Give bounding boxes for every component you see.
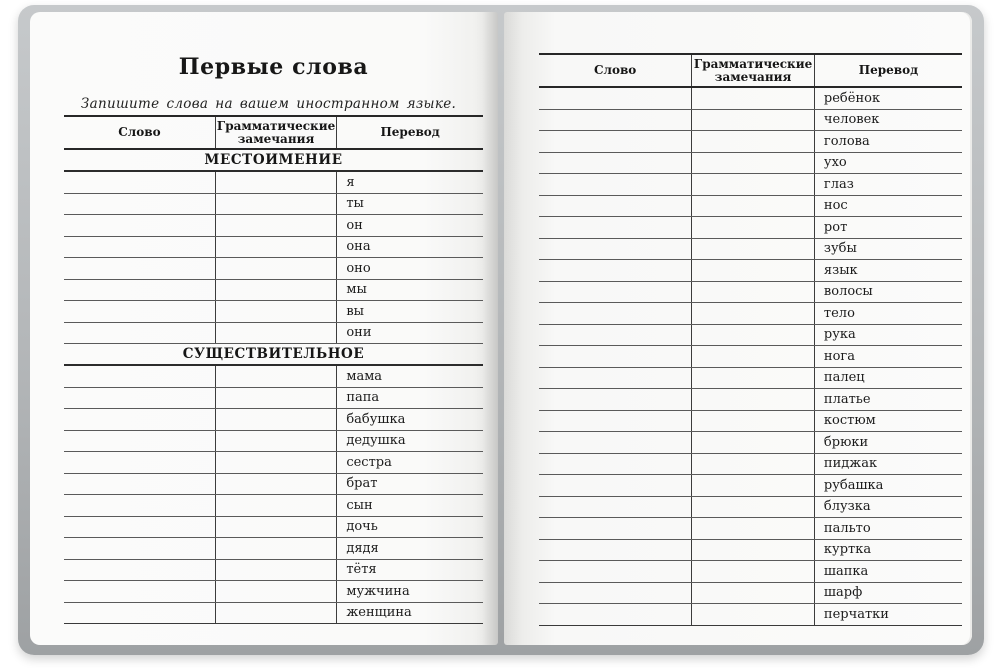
table-row xyxy=(64,323,483,345)
translation-cell: голова xyxy=(814,131,962,152)
table-row xyxy=(64,474,483,496)
translation-cell: папа xyxy=(336,388,483,409)
table-row xyxy=(64,431,483,453)
table-row xyxy=(539,196,962,218)
translation-cell: глаз xyxy=(814,174,962,195)
column-header-grammar: Грамматические замечания xyxy=(215,117,337,148)
table-row xyxy=(539,260,962,282)
grammar-notes-cell xyxy=(215,301,337,322)
grammar-notes-cell xyxy=(215,538,337,559)
translation-cell: они xyxy=(336,323,483,344)
table-row xyxy=(539,389,962,411)
grammar-notes-cell xyxy=(691,604,814,625)
table-row xyxy=(539,475,962,497)
grammar-notes-cell xyxy=(691,196,814,217)
translation-cell: волосы xyxy=(814,282,962,303)
grammar-notes-cell xyxy=(215,280,337,301)
grammar-notes-cell xyxy=(215,194,337,215)
grammar-notes-cell xyxy=(691,282,814,303)
grammar-notes-cell xyxy=(691,131,814,152)
word-cell xyxy=(539,260,691,281)
word-cell xyxy=(64,215,215,236)
grammar-notes-cell xyxy=(691,497,814,518)
table-row xyxy=(64,495,483,517)
translation-cell: брат xyxy=(336,474,483,495)
table-row xyxy=(539,454,962,476)
table-row xyxy=(64,388,483,410)
word-cell xyxy=(539,583,691,604)
grammar-notes-cell xyxy=(215,495,337,516)
translation-cell: костюм xyxy=(814,411,962,432)
table-row xyxy=(64,258,483,280)
translation-cell: человек xyxy=(814,110,962,131)
table-row xyxy=(64,280,483,302)
word-cell xyxy=(64,560,215,581)
table-row xyxy=(539,303,962,325)
translation-cell: бабушка xyxy=(336,409,483,430)
translation-cell: дочь xyxy=(336,517,483,538)
word-cell xyxy=(64,323,215,344)
word-cell xyxy=(64,366,215,387)
column-header-translation: Перевод xyxy=(814,55,962,86)
translation-cell: рубашка xyxy=(814,475,962,496)
table-row xyxy=(64,409,483,431)
translation-cell: вы xyxy=(336,301,483,322)
translation-cell: мама xyxy=(336,366,483,387)
word-cell xyxy=(539,540,691,561)
right-page xyxy=(504,12,972,645)
word-cell xyxy=(539,561,691,582)
word-cell xyxy=(64,258,215,279)
word-cell xyxy=(64,388,215,409)
word-cell xyxy=(539,282,691,303)
translation-cell: шарф xyxy=(814,583,962,604)
table-header-row xyxy=(64,115,483,150)
table-row xyxy=(64,452,483,474)
column-header-translation: Перевод xyxy=(336,117,483,148)
table-row xyxy=(539,239,962,261)
translation-cell: нос xyxy=(814,196,962,217)
word-cell xyxy=(64,538,215,559)
grammar-notes-cell xyxy=(691,303,814,324)
table-row xyxy=(539,217,962,239)
translation-cell: нога xyxy=(814,346,962,367)
table-row xyxy=(539,604,962,626)
column-header-word: Слово xyxy=(593,63,637,77)
instruction-text: Запишите слова на вашем иностранном языке. xyxy=(80,96,457,112)
translation-cell: платье xyxy=(814,389,962,410)
translation-cell: перчатки xyxy=(814,604,962,625)
translation-cell: язык xyxy=(814,260,962,281)
grammar-notes-cell xyxy=(691,325,814,346)
grammar-notes-cell xyxy=(215,215,337,236)
translation-cell: брюки xyxy=(814,432,962,453)
word-cell xyxy=(539,217,691,238)
word-cell xyxy=(539,518,691,539)
grammar-notes-cell xyxy=(691,454,814,475)
word-cell xyxy=(539,346,691,367)
word-cell xyxy=(539,604,691,625)
word-cell xyxy=(539,153,691,174)
word-cell xyxy=(539,411,691,432)
table-row xyxy=(64,215,483,237)
grammar-notes-cell xyxy=(691,432,814,453)
word-cell xyxy=(539,475,691,496)
word-cell xyxy=(64,495,215,516)
translation-cell: женщина xyxy=(336,603,483,624)
translation-cell: блузка xyxy=(814,497,962,518)
translation-cell: ты xyxy=(336,194,483,215)
translation-cell: оно xyxy=(336,258,483,279)
grammar-notes-cell xyxy=(215,452,337,473)
grammar-notes-cell xyxy=(691,88,814,109)
grammar-notes-cell xyxy=(691,239,814,260)
word-cell xyxy=(539,131,691,152)
grammar-notes-cell xyxy=(691,260,814,281)
translation-cell: палец xyxy=(814,368,962,389)
table-row xyxy=(539,282,962,304)
grammar-notes-cell xyxy=(691,389,814,410)
grammar-notes-cell xyxy=(691,475,814,496)
translation-cell: мужчина xyxy=(336,581,483,602)
word-cell xyxy=(64,237,215,258)
grammar-notes-cell xyxy=(215,323,337,344)
grammar-notes-cell xyxy=(215,172,337,193)
column-header-word: Слово xyxy=(118,125,161,139)
translation-cell: рот xyxy=(814,217,962,238)
table-row xyxy=(64,237,483,259)
grammar-notes-cell xyxy=(691,217,814,238)
translation-cell: рука xyxy=(814,325,962,346)
translation-cell: тётя xyxy=(336,560,483,581)
translation-cell: пиджак xyxy=(814,454,962,475)
translation-cell: я xyxy=(336,172,483,193)
translation-cell: мы xyxy=(336,280,483,301)
table-row xyxy=(539,411,962,433)
word-cell xyxy=(64,280,215,301)
translation-cell: пальто xyxy=(814,518,962,539)
translation-cell: сестра xyxy=(336,452,483,473)
column-header-grammar: Грамматические замечания xyxy=(691,55,814,86)
word-cell xyxy=(539,325,691,346)
translation-cell: шапка xyxy=(814,561,962,582)
grammar-notes-cell xyxy=(691,518,814,539)
word-cell xyxy=(539,368,691,389)
table-row xyxy=(64,366,483,388)
table-row xyxy=(64,560,483,582)
word-cell xyxy=(64,517,215,538)
grammar-notes-cell xyxy=(215,560,337,581)
grammar-notes-cell xyxy=(215,366,337,387)
word-cell xyxy=(539,174,691,195)
grammar-notes-cell xyxy=(215,517,337,538)
table-row xyxy=(539,88,962,110)
word-cell xyxy=(64,603,215,624)
word-cell xyxy=(64,172,215,193)
translation-cell: ребёнок xyxy=(814,88,962,109)
translation-cell: дядя xyxy=(336,538,483,559)
grammar-notes-cell xyxy=(691,174,814,195)
table-row xyxy=(539,153,962,175)
table-row xyxy=(539,432,962,454)
translation-cell: ухо xyxy=(814,153,962,174)
word-cell xyxy=(539,88,691,109)
grammar-notes-cell xyxy=(215,581,337,602)
table-row xyxy=(539,174,962,196)
table-row xyxy=(539,346,962,368)
translation-cell: она xyxy=(336,237,483,258)
page-title: Первые слова xyxy=(178,54,369,80)
word-cell xyxy=(64,431,215,452)
table-row xyxy=(64,603,483,625)
word-cell xyxy=(64,301,215,322)
translation-cell: дедушка xyxy=(336,431,483,452)
table-row xyxy=(539,368,962,390)
grammar-notes-cell xyxy=(215,237,337,258)
grammar-notes-cell xyxy=(215,388,337,409)
vocabulary-table-left xyxy=(64,115,483,624)
grammar-notes-cell xyxy=(691,583,814,604)
translation-cell: сын xyxy=(336,495,483,516)
translation-cell: куртка xyxy=(814,540,962,561)
table-row xyxy=(64,194,483,216)
section-header-nouns: СУЩЕСТВИТЕЛЬНОЕ xyxy=(64,344,483,366)
table-header-row xyxy=(539,53,962,88)
word-cell xyxy=(539,303,691,324)
table-row xyxy=(64,172,483,194)
grammar-notes-cell xyxy=(691,368,814,389)
grammar-notes-cell xyxy=(691,110,814,131)
word-cell xyxy=(64,194,215,215)
left-page xyxy=(30,12,498,645)
word-cell xyxy=(64,474,215,495)
section-header-pronouns: МЕСТОИМЕНИЕ xyxy=(64,150,483,172)
table-row xyxy=(64,581,483,603)
vocabulary-table-right xyxy=(539,53,962,626)
table-row xyxy=(539,561,962,583)
grammar-notes-cell xyxy=(691,540,814,561)
table-row xyxy=(539,583,962,605)
grammar-notes-cell xyxy=(215,431,337,452)
translation-cell: тело xyxy=(814,303,962,324)
word-cell xyxy=(64,581,215,602)
table-row xyxy=(539,540,962,562)
word-cell xyxy=(539,454,691,475)
word-cell xyxy=(64,452,215,473)
grammar-notes-cell xyxy=(215,409,337,430)
table-row xyxy=(64,517,483,539)
table-row xyxy=(539,518,962,540)
grammar-notes-cell xyxy=(215,258,337,279)
word-cell xyxy=(64,409,215,430)
notebook xyxy=(18,5,984,655)
grammar-notes-cell xyxy=(691,411,814,432)
grammar-notes-cell xyxy=(691,153,814,174)
table-row xyxy=(539,110,962,132)
word-cell xyxy=(539,110,691,131)
word-cell xyxy=(539,239,691,260)
word-cell xyxy=(539,196,691,217)
grammar-notes-cell xyxy=(215,603,337,624)
table-row xyxy=(539,497,962,519)
table-row xyxy=(539,325,962,347)
grammar-notes-cell xyxy=(691,561,814,582)
table-row xyxy=(539,131,962,153)
word-cell xyxy=(539,389,691,410)
grammar-notes-cell xyxy=(215,474,337,495)
word-cell xyxy=(539,497,691,518)
word-cell xyxy=(539,432,691,453)
grammar-notes-cell xyxy=(691,346,814,367)
translation-cell: зубы xyxy=(814,239,962,260)
translation-cell: он xyxy=(336,215,483,236)
table-row xyxy=(64,301,483,323)
table-row xyxy=(64,538,483,560)
